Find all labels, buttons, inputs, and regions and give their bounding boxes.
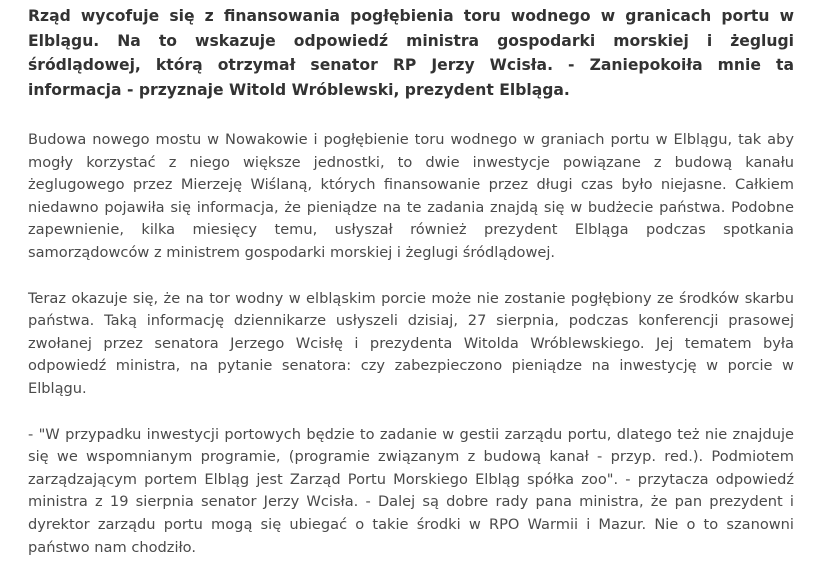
article-paragraph: - "W przypadku inwestycji portowych będzie to zadanie w gestii zarządu portu, dlatego też nie znajduje się we wspomnianym programie, (programie związanym z budową kanał - przyp. red.). Podmiotem zarządzającym portem Elbląg jest Zarząd Portu Morskiego Elbląg spółka zoo". - przytacza odpowiedź ministra z 19 sierpnia senator Jerzy Wcisła. - Dalej są dobre rady pana ministra, że pan prezydent i dyrektor zarządu portu mogą się ubiegać o takie środki w RPO Warmii i Mazur. Nie o to szanowni państwo nam chodziło. bbox=[28, 425, 794, 556]
article-paragraph: Teraz okazuje się, że na tor wodny w elbląskim porcie może nie zostanie pogłębiony ze środków skarbu państwa. Taką informację dziennikarze usłyszeli dzisiaj, 27 sierpnia, podczas konferencji prasowej zwołanej przez senatora Jerzego Wcisłę i prezydenta Witolda Wróblewskiego. Jej tematem była odpowiedź ministra, na pytanie senatora: czy zabezpieczono pieniądze na inwestycję w porcie w Elblągu. bbox=[28, 289, 794, 397]
article-paragraph: Budowa nowego mostu w Nowakowie i pogłębienie toru wodnego w graniach portu w Elblągu, tak aby mogły korzystać z niego większe jednostki, to dwie inwestycje powiązane z budową kanału żeglugowego przez Mierzeję Wiślaną, których finansowanie przez długi czas było niejasne. Całkiem niedawno pojawiła się informacja, że pieniądze na te zadania znajdą się w budżecie państwa. Podobne zapewnienie, kilka miesięcy temu, usłyszał również prezydent Elbląga podczas spotkania samorządowców z ministrem gospodarki morskiej i żeglugi śródlądowej. bbox=[28, 131, 794, 261]
article-body bbox=[28, 4, 794, 582]
article-lead: Rząd wycofuje się z finansowania pogłębienia toru wodnego w granicach portu w Elblągu. Na to wskazuje odpowiedź ministra gospodarki morskiej i żeglugi śródlądowej, którą otrzymał senator RP Jerzy Wcisła. - Zaniepokoiła mnie ta informacja - przyznaje Witold Wróblewski, prezydent Elbląga. bbox=[28, 7, 794, 99]
